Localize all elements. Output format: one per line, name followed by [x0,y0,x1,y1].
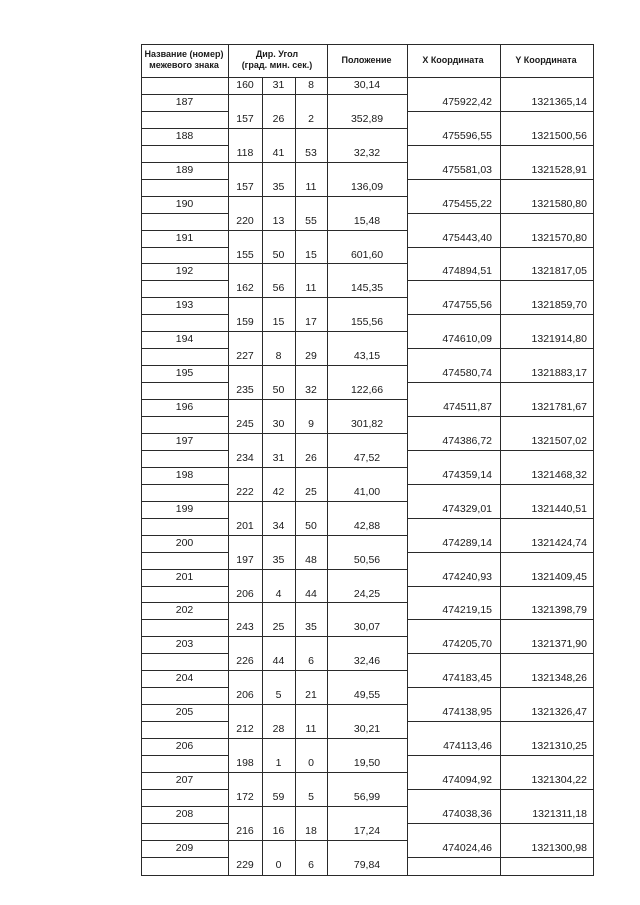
angle-degrees: 235 [236,384,254,396]
row-divider [407,179,593,180]
row-divider [141,670,407,671]
row-divider [141,823,228,824]
row-divider [141,738,407,739]
angle-seconds: 18 [305,825,317,837]
angle-degrees: 157 [236,113,254,125]
angle-degrees: 226 [236,655,254,667]
row-divider [407,280,593,281]
angle-degrees: 197 [236,554,254,566]
x-coordinate: 475443,40 [442,232,492,244]
point-number: 200 [175,537,194,549]
row-divider [141,331,407,332]
row-divider [407,382,593,383]
angle-minutes: 59 [272,791,285,803]
row-divider [407,314,593,315]
y-coordinate: 1321311,18 [532,808,587,820]
segment-length: 15,48 [353,215,381,227]
angle-seconds: 0 [308,757,314,769]
row-divider [141,179,228,180]
header-direction-angle-line1: Дир. Угол [255,49,299,59]
angle-degrees: 157 [236,181,254,193]
y-coordinate: 1321859,70 [531,299,587,311]
point-number: 193 [175,299,194,311]
segment-length: 56,99 [353,791,381,803]
y-coordinate: 1321348,26 [531,672,587,684]
angle-minutes: 50 [272,384,285,396]
row-divider [407,586,593,587]
segment-length: 301,82 [350,418,384,430]
header-bottom-border [141,77,593,78]
row-divider [141,772,407,773]
segment-length: 352,89 [350,113,384,125]
row-divider [141,535,407,536]
row-divider [407,789,593,790]
angle-seconds: 21 [305,689,317,701]
x-coordinate: 474138,95 [442,706,492,718]
row-divider [141,602,407,603]
angle-minutes: 16 [272,825,285,837]
column-border [228,44,229,876]
row-divider [141,789,228,790]
x-coordinate: 475581,03 [442,164,492,176]
segment-length: 601,60 [350,249,384,261]
x-coordinate: 474024,46 [442,842,492,854]
header-direction-angle-line2: (град. мин. сек.) [241,60,313,70]
row-divider [407,111,593,112]
angle-degrees: 227 [236,350,254,362]
angle-degrees: 216 [236,825,254,837]
point-number: 209 [175,842,194,854]
angle-degrees: 243 [236,621,254,633]
y-coordinate: 1321424,74 [531,537,587,549]
row-divider [407,416,593,417]
angle-minutes: 30 [272,418,285,430]
y-coordinate: 1321528,91 [531,164,587,176]
angle-degrees: 222 [236,486,254,498]
row-divider [141,484,228,485]
y-coordinate: 1321914,80 [531,333,587,345]
row-divider [141,569,407,570]
row-divider [141,806,407,807]
angle-minutes: 42 [272,486,285,498]
row-divider [407,213,593,214]
row-divider [141,416,228,417]
y-coordinate: 1321310,25 [531,740,587,752]
column-border [407,44,408,876]
angle-seconds: 50 [305,520,317,532]
angle-degrees: 229 [236,859,254,871]
row-divider [141,348,228,349]
column-border [327,44,328,876]
y-coordinate: 1321580,80 [531,198,587,210]
angle-minutes: 5 [275,689,282,701]
angle-seconds: 25 [305,486,317,498]
angle-seconds: 26 [305,452,317,464]
table-bottom-border [141,875,593,876]
row-divider [407,653,593,654]
row-divider [407,823,593,824]
angle-minutes: 31 [272,79,285,91]
segment-length: 43,15 [353,350,381,362]
row-divider [407,247,593,248]
point-number: 187 [175,96,194,108]
y-coordinate: 1321409,45 [531,571,587,583]
segment-length: 30,21 [353,723,381,735]
angle-minutes: 35 [272,181,285,193]
x-coordinate: 474219,15 [442,604,492,616]
column-border [593,44,594,876]
row-divider [141,297,407,298]
header-point-name-line2: межевого знака [149,60,219,70]
point-number: 189 [175,164,194,176]
y-coordinate: 1321817,05 [531,265,587,277]
angle-seconds: 35 [305,621,317,633]
row-divider [141,450,228,451]
point-number: 191 [175,232,194,244]
point-number: 198 [175,469,194,481]
angle-degrees: 155 [236,249,254,261]
point-number: 202 [175,604,194,616]
column-border [500,44,501,876]
segment-length: 47,52 [353,452,381,464]
angle-minutes: 26 [272,113,285,125]
x-coordinate: 474289,14 [442,537,492,549]
row-divider [141,755,228,756]
x-coordinate: 474755,56 [442,299,492,311]
y-coordinate: 1321398,79 [531,604,587,616]
angle-seconds: 6 [308,655,314,667]
row-divider [141,196,407,197]
angle-seconds: 44 [305,588,317,600]
angle-seconds: 32 [305,384,317,396]
y-coordinate: 1321326,47 [531,706,587,718]
column-border [141,44,142,876]
point-number: 204 [175,672,194,684]
y-coordinate: 1321781,67 [531,401,587,413]
point-number: 194 [175,333,194,345]
x-coordinate: 474511,87 [443,401,492,413]
row-divider [407,484,593,485]
segment-length: 136,09 [350,181,384,193]
row-divider [141,704,407,705]
row-divider [141,213,228,214]
row-divider [141,94,407,95]
row-divider [141,111,228,112]
point-number: 201 [175,571,194,583]
row-divider [141,162,407,163]
angle-seconds: 53 [305,147,317,159]
y-coordinate: 1321365,14 [531,96,587,108]
y-coordinate: 1321570,80 [531,232,587,244]
segment-length: 145,35 [350,282,384,294]
point-number: 188 [175,130,194,142]
row-divider [141,365,407,366]
y-coordinate: 1321440,51 [531,503,587,515]
row-divider [141,263,407,264]
angle-minutes: 8 [275,350,282,362]
header-x-coordinate: X Координата [422,55,484,65]
angle-degrees: 162 [236,282,254,294]
row-divider [407,450,593,451]
angle-degrees: 198 [236,757,254,769]
header-length: Положение [341,55,392,65]
angle-minutes: 15 [272,316,285,328]
row-divider [407,145,593,146]
segment-length: 79,84 [353,859,381,871]
segment-length: 19,50 [353,757,381,769]
row-divider [141,552,228,553]
row-divider [141,840,407,841]
angle-minutes: 0 [275,859,282,871]
row-divider [141,518,228,519]
x-coordinate: 474610,09 [442,333,492,345]
angle-seconds: 11 [305,181,317,193]
point-number: 196 [175,401,194,413]
angle-degrees: 220 [236,215,254,227]
y-coordinate: 1321300,98 [531,842,587,854]
x-coordinate: 474240,93 [442,571,492,583]
angle-minutes: 1 [275,757,282,769]
x-coordinate: 475922,42 [442,96,492,108]
y-coordinate: 1321371,90 [531,638,587,650]
point-number: 192 [175,265,194,277]
row-divider [141,399,407,400]
header-y-coordinate: Y Координата [515,55,577,65]
angle-seconds: 11 [305,282,317,294]
row-divider [407,552,593,553]
angle-seconds: 6 [308,859,314,871]
point-number: 197 [175,435,194,447]
x-coordinate: 474113,46 [443,740,492,752]
point-number: 190 [175,198,194,210]
y-coordinate: 1321507,02 [531,435,587,447]
row-divider [141,382,228,383]
point-number: 205 [175,706,194,718]
row-divider [141,280,228,281]
segment-length: 30,14 [353,79,381,91]
angle-seconds: 5 [308,791,314,803]
angle-minutes: 31 [272,452,285,464]
x-coordinate: 474329,01 [442,503,492,515]
row-divider [407,721,593,722]
segment-length: 155,56 [350,316,384,328]
row-divider [407,518,593,519]
segment-length: 41,00 [353,486,381,498]
angle-minutes: 56 [272,282,285,294]
point-number: 208 [175,808,194,820]
angle-minutes: 44 [272,655,285,667]
row-divider [141,247,228,248]
point-number: 203 [175,638,194,650]
x-coordinate: 474580,74 [442,367,492,379]
row-divider [141,501,407,502]
angle-minutes: 34 [272,520,285,532]
segment-length: 24,25 [353,588,381,600]
header-point-name [141,49,227,71]
row-divider [407,619,593,620]
angle-degrees: 212 [236,723,254,735]
row-divider [141,653,228,654]
segment-length: 50,56 [353,554,381,566]
angle-minutes: 25 [272,621,285,633]
row-divider [141,687,228,688]
angle-degrees: 160 [236,79,254,91]
angle-seconds: 48 [305,554,317,566]
angle-seconds: 2 [308,113,314,125]
header-point-name-line1: Название (номер) [144,49,224,59]
row-divider [407,857,593,858]
row-divider [141,857,228,858]
row-divider [141,145,228,146]
angle-minutes: 28 [272,723,285,735]
angle-degrees: 206 [236,689,254,701]
angle-degrees: 172 [236,791,254,803]
row-divider [141,636,407,637]
angle-seconds: 8 [308,79,314,91]
angle-degrees: 118 [236,147,254,159]
segment-length: 122,66 [350,384,384,396]
header-direction-angle [228,49,326,71]
angle-seconds: 15 [305,249,317,261]
angle-seconds: 11 [305,723,317,735]
x-coordinate: 474205,70 [442,638,492,650]
x-coordinate: 475455,22 [442,198,492,210]
angle-minutes: 50 [272,249,285,261]
point-number: 206 [175,740,194,752]
row-divider [141,128,407,129]
x-coordinate: 474894,51 [442,265,492,277]
row-divider [407,348,593,349]
y-coordinate: 1321468,32 [531,469,587,481]
angle-degrees: 206 [236,588,254,600]
y-coordinate: 1321304,22 [531,774,587,786]
row-divider [407,755,593,756]
row-divider [141,433,407,434]
angle-minutes: 41 [272,147,285,159]
x-coordinate: 474094,92 [442,774,492,786]
segment-length: 49,55 [353,689,381,701]
segment-length: 32,32 [353,147,381,159]
segment-length: 42,88 [353,520,381,532]
row-divider [407,687,593,688]
x-coordinate: 474386,72 [442,435,492,447]
row-divider [141,230,407,231]
angle-degrees: 159 [236,316,254,328]
row-divider [141,586,228,587]
y-coordinate: 1321500,56 [531,130,587,142]
x-coordinate: 474183,45 [442,672,492,684]
point-number: 199 [175,503,194,515]
angle-seconds: 17 [305,316,317,328]
y-coordinate: 1321883,17 [531,367,587,379]
row-divider [141,721,228,722]
angle-minutes: 4 [275,588,282,600]
angle-degrees: 201 [236,520,254,532]
row-divider [141,619,228,620]
angle-degrees: 234 [236,452,254,464]
angle-minutes: 35 [272,554,285,566]
x-coordinate: 475596,55 [442,130,492,142]
segment-length: 32,46 [353,655,381,667]
point-number: 207 [175,774,194,786]
angle-seconds: 29 [305,350,317,362]
table-top-border [141,44,593,45]
row-divider [141,314,228,315]
angle-seconds: 9 [308,418,314,430]
point-number: 195 [175,367,194,379]
row-divider [141,467,407,468]
angle-minutes: 13 [272,215,285,227]
angle-degrees: 245 [236,418,254,430]
segment-length: 17,24 [353,825,381,837]
x-coordinate: 474038,36 [442,808,492,820]
angle-seconds: 55 [305,215,317,227]
x-coordinate: 474359,14 [442,469,492,481]
segment-length: 30,07 [353,621,381,633]
